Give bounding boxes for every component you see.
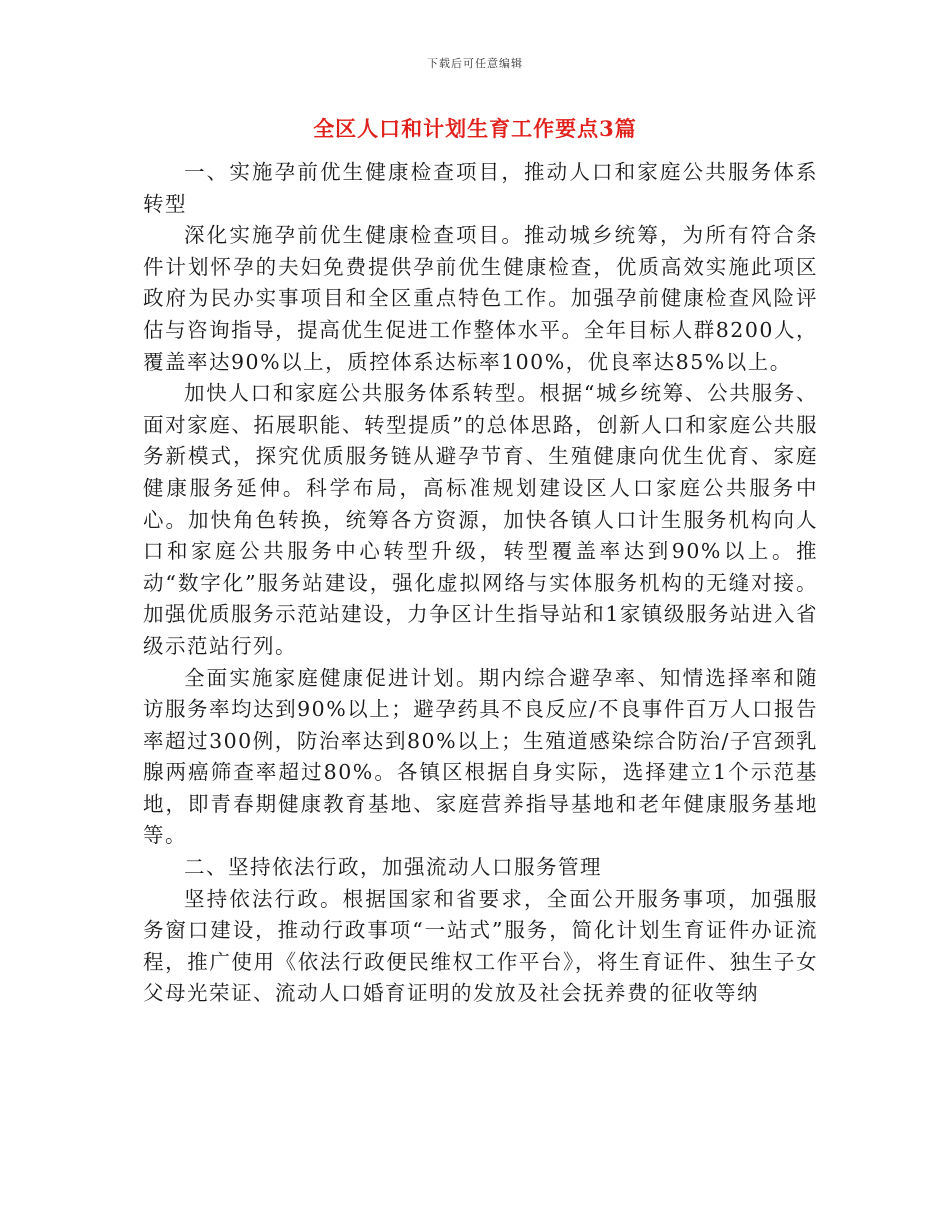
page-header: 下载后可任意编辑 <box>427 57 523 70</box>
section-heading-1: 一、实施孕前优生健康检查项目，推动人口和家庭公共服务体系转型 <box>143 160 818 216</box>
paragraph-family-health-plan: 全面实施家庭健康促进计划。期内综合避孕率、知情选择率和随访服务率均达到90%以上；避孕药具不良反应/不良事件百万人口报告率超过300例，防治率达到80%以上；生殖道感染综合防治/子宫颈乳腺两癌筛查率超过80%。各镇区根据自身实际，选择建立1个示范基地，即青春期健康教育基地、家庭营养指导基地和老年健康服务基地等。 <box>143 665 818 848</box>
document-title: 全区人口和计划生育工作要点3篇 <box>313 116 637 141</box>
paragraph-law-administration: 坚持依法行政。根据国家和省要求，全面公开服务事项，加强服务窗口建设，推动行政事项“一站式”服务，简化计划生育证件办证流程，推广使用《依法行政便民维权工作平台》，将生育证件、独生子女父母光荣证、流动人口婚育证明的发放及社会抚养费的征收等纳 <box>143 886 818 1006</box>
paragraph-prepregnancy-check: 深化实施孕前优生健康检查项目。推动城乡统筹，为所有符合条件计划怀孕的夫妇免费提供孕前优生健康检查，优质高效实施此项区政府为民办实事项目和全区重点特色工作。加强孕前健康检查风险评估与咨询指导，提高优生促进工作整体水平。全年目标人群8200人，覆盖率达90%以上，质控体系达标率100%，优良率达85%以上。 <box>143 223 818 374</box>
document-body <box>143 157 818 1010</box>
paragraph-public-service-transition: 加快人口和家庭公共服务体系转型。根据“城乡统筹、公共服务、面对家庭、拓展职能、转型提质”的总体思路，创新人口和家庭公共服务新模式，探究优质服务链从避孕节育、生殖健康向优生优育、家庭健康服务延伸。科学布局，高标准规划建设区人口家庭公共服务中心。加快角色转换，统筹各方资源，加快各镇人口计生服务机构向人口和家庭公共服务中心转型升级，转型覆盖率达到90%以上。推动“数字化”服务站建设，强化虚拟网络与实体服务机构的无缝对接。加强优质服务示范站建设，力争区计生指导站和1家镇级服务站进入省级示范站行列。 <box>143 381 818 658</box>
section-heading-2: 二、坚持依法行政，加强流动人口服务管理 <box>184 855 602 880</box>
